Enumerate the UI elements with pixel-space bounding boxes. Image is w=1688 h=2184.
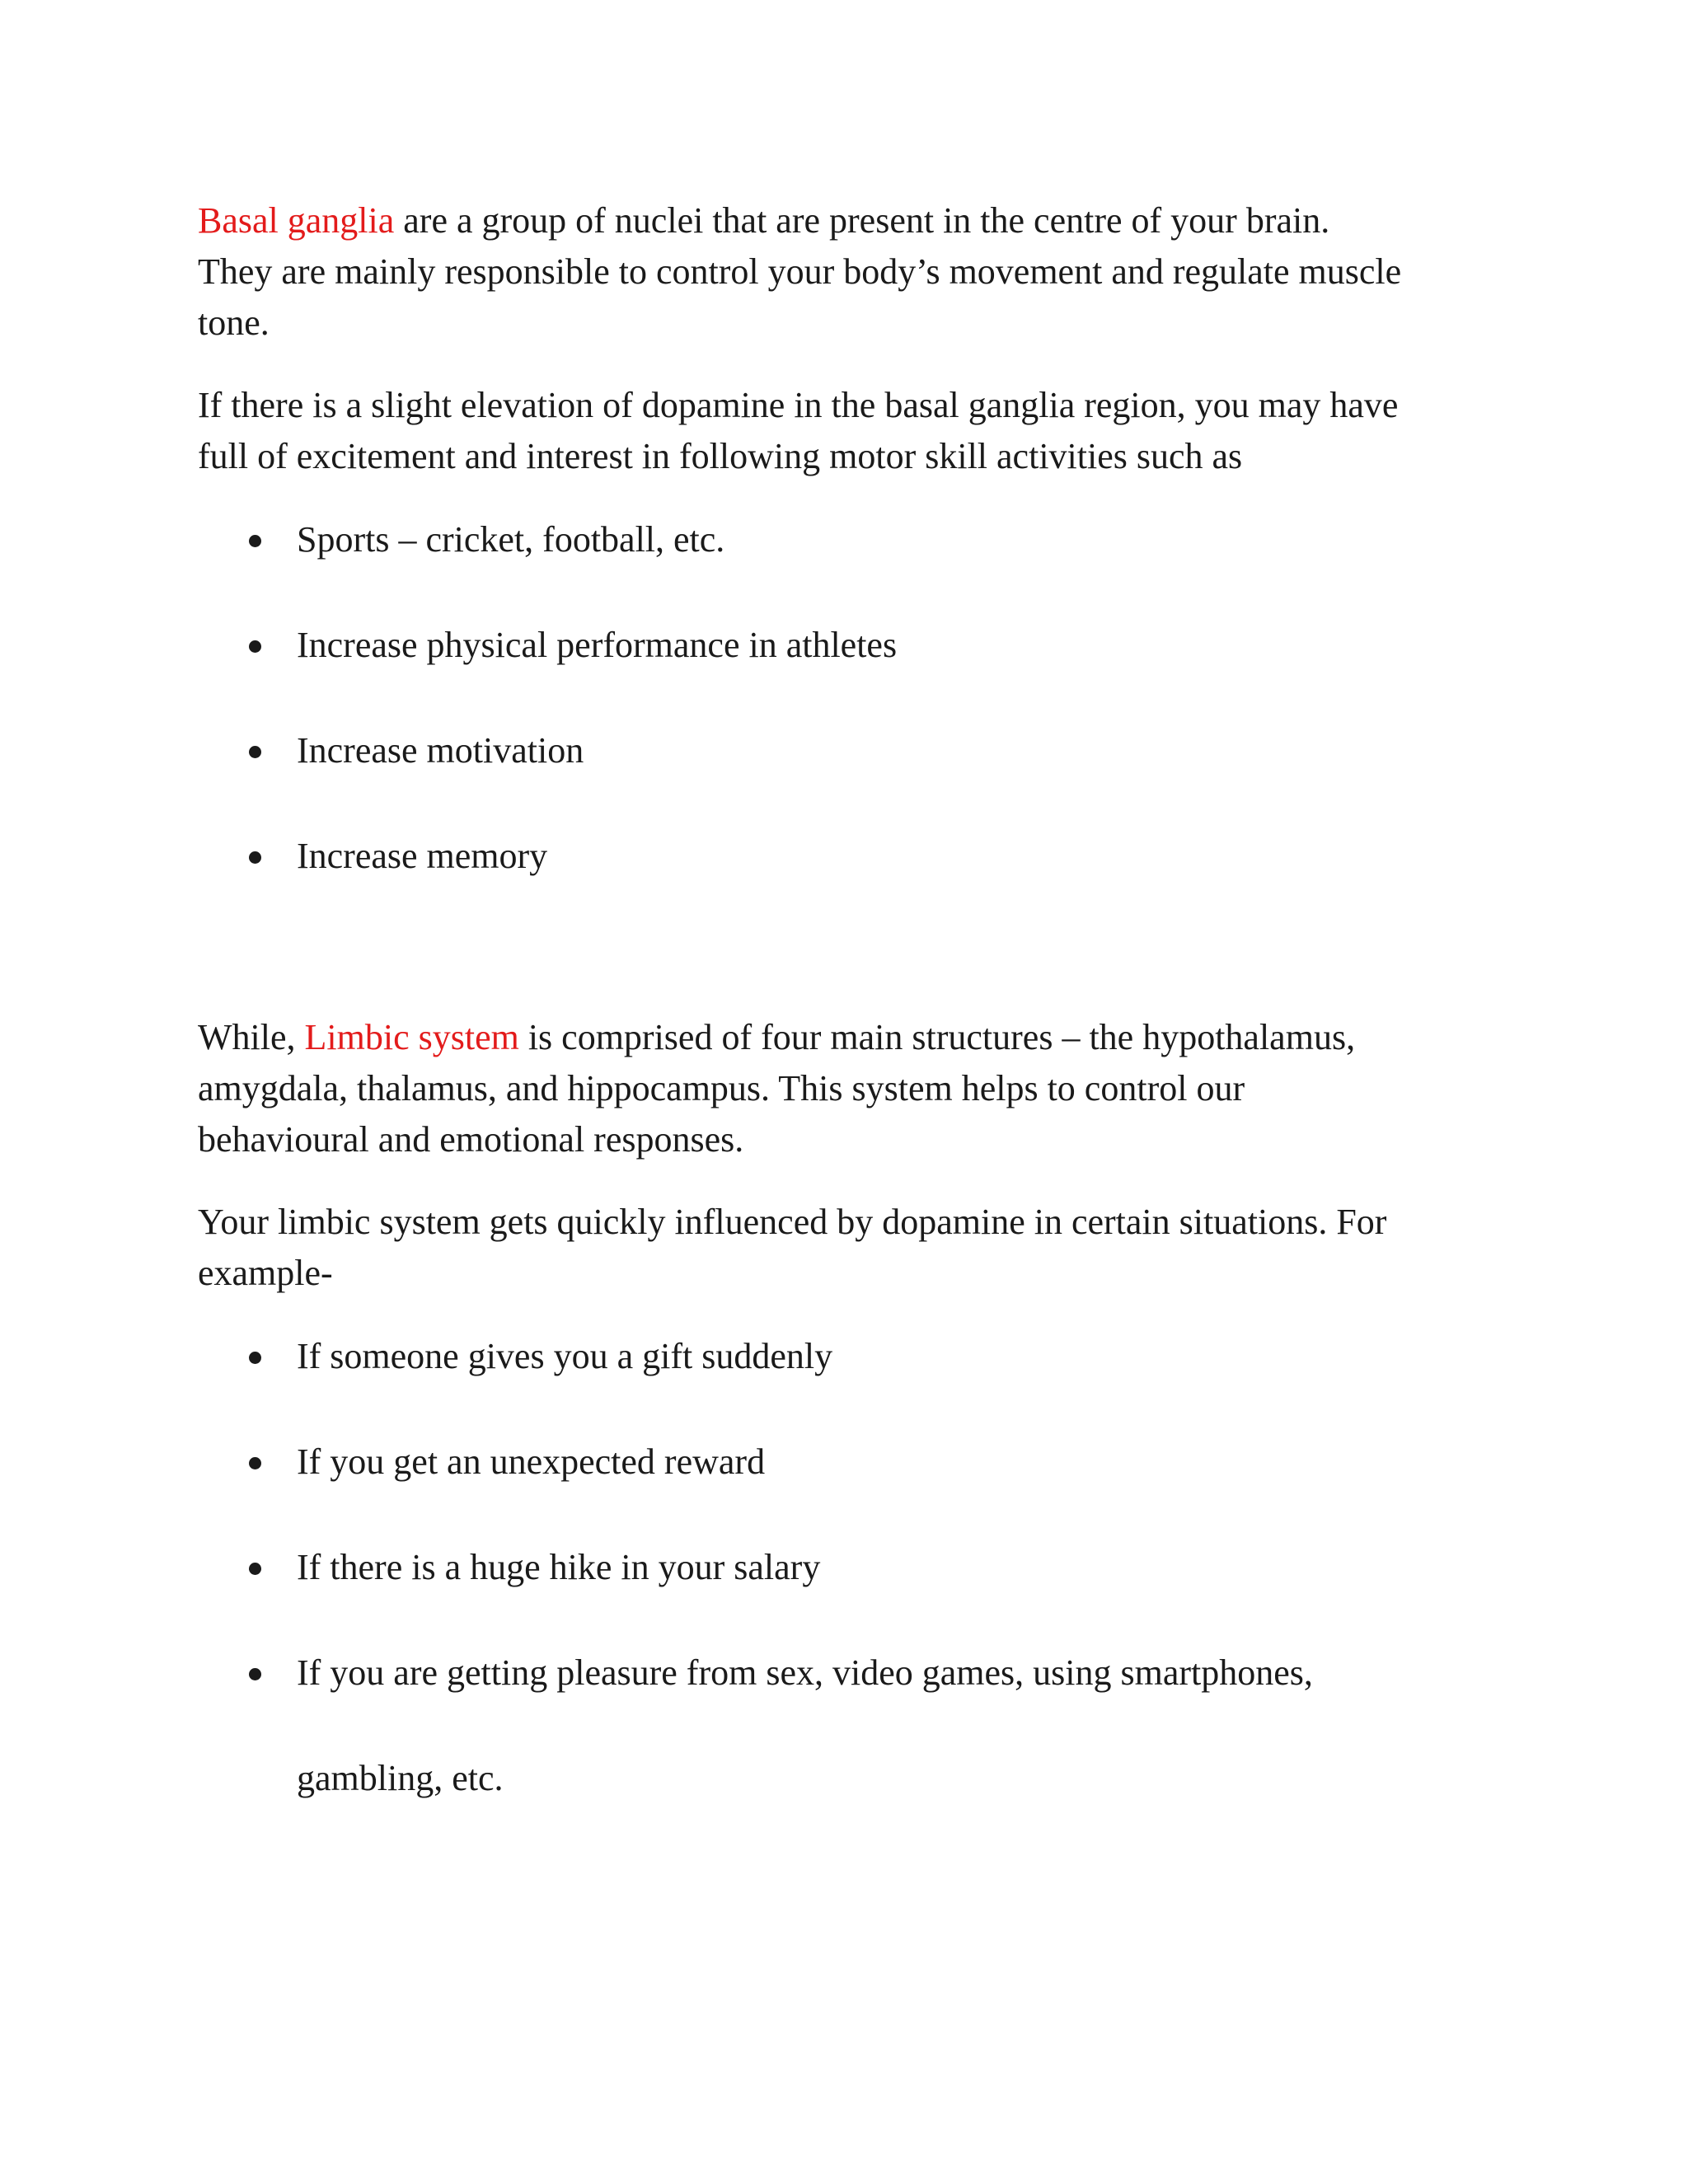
paragraph-text: amygdala, thalamus, and hippocampus. This system helps to control our — [198, 1068, 1245, 1108]
bullet-icon — [249, 535, 261, 547]
bullet-icon — [249, 1563, 261, 1575]
limbic-system-paragraph — [198, 1012, 1533, 1165]
bullet-icon — [249, 1457, 261, 1469]
paragraph-text: While, — [198, 1017, 305, 1057]
list-item: Sports – cricket, football, etc. — [0, 514, 1688, 565]
paragraph-text: They are mainly responsible to control your body’s movement and regulate muscle — [198, 251, 1402, 292]
dopamine-basal-ganglia-paragraph — [198, 380, 1533, 482]
paragraph-text: Your limbic system gets quickly influenced by dopamine in certain situations. For — [198, 1202, 1387, 1242]
list-item: If there is a huge hike in your salary — [0, 1542, 1688, 1593]
paragraph-text: example- — [198, 1253, 333, 1293]
list-item: Increase memory — [0, 831, 1688, 882]
paragraph-text: If there is a slight elevation of dopamine in the basal ganglia region, you may have — [198, 385, 1399, 425]
paragraph-text: is comprised of four main structures – the hypothalamus, — [518, 1017, 1356, 1057]
bullet-icon — [249, 1668, 261, 1680]
list-item: If you get an unexpected reward — [0, 1436, 1688, 1488]
list-item: If you are getting pleasure from sex, video games, using smartphones, — [0, 1647, 1688, 1699]
paragraph-text: tone. — [198, 302, 270, 343]
dopamine-limbic-paragraph — [198, 1197, 1533, 1299]
bullet-icon — [249, 640, 261, 653]
bullet-icon — [249, 1352, 261, 1364]
basal-ganglia-term: Basal ganglia — [198, 200, 395, 241]
list-item: Increase motivation — [0, 725, 1688, 776]
paragraph-text: behavioural and emotional responses. — [198, 1119, 744, 1160]
list-item-continuation: gambling, etc. — [297, 1758, 504, 1798]
bullet-icon — [249, 746, 261, 758]
paragraph-text: full of excitement and interest in following motor skill activities such as — [198, 436, 1243, 476]
bullet-icon — [249, 851, 261, 864]
list-item: If someone gives you a gift suddenly — [0, 1331, 1688, 1382]
limbic-system-term: Limbic system — [304, 1017, 519, 1057]
paragraph-text: are a group of nuclei that are present in the centre of your brain. — [394, 200, 1330, 241]
basal-ganglia-paragraph — [198, 195, 1533, 349]
list-item: Increase physical performance in athletes — [0, 620, 1688, 671]
